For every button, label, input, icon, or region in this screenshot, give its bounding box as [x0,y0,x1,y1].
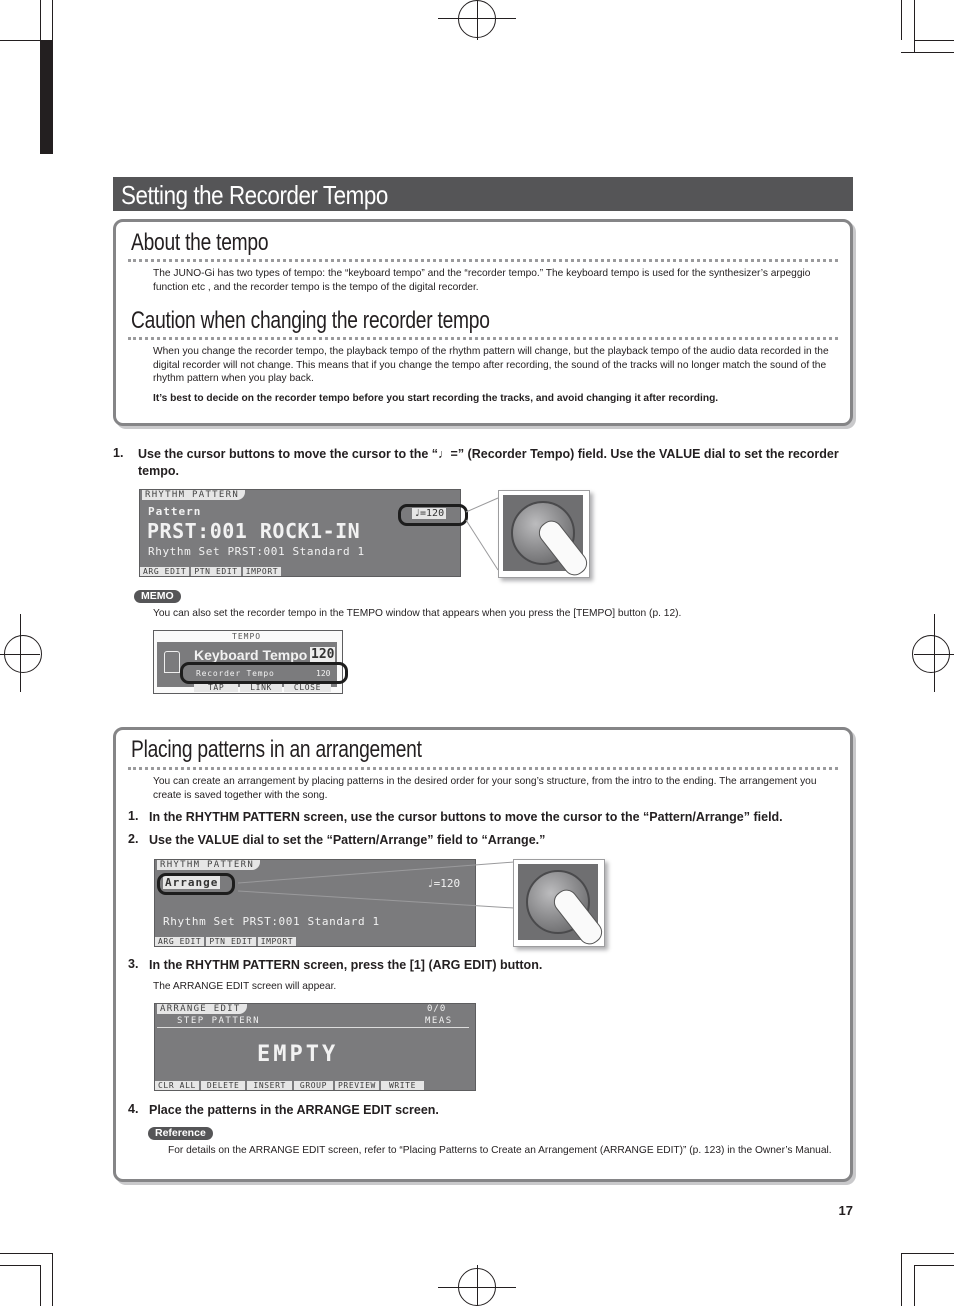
reference-text: For details on the ARRANGE EDIT screen, refer to “Placing Patterns to Create an Arrangement (ARRANGE EDIT)” (p. 123) in the Owner’s Manual. [168,1145,832,1156]
arrange-edit-screen [154,1003,476,1091]
keyboard-tempo-value: 120 [311,647,335,662]
step-number: 3. [128,957,139,971]
tab-ptn-edit: PTN EDIT [206,937,255,946]
tempo-window-tabs [194,683,333,692]
function-tabs [140,567,283,576]
tab-arg-edit: ARG EDIT [140,567,189,576]
divider [128,337,838,340]
divider [128,767,838,770]
page-number: 17 [838,1203,853,1218]
step-note: The ARRANGE EDIT screen will appear. [153,981,337,992]
callout-lines [460,490,500,590]
tab-link: LINK [240,683,282,692]
arrange-heading: Placing patterns in an arrangement [131,736,422,763]
rhythm-pattern-screen [139,489,461,577]
about-body: The JUNO-Gi has two types of tempo: the “keyboard tempo” and the “recorder tempo.” The keyboard tempo is used for the synthesizer’s arpeggio function etc , and the recorder tempo is the tempo of the digital recorder. [153,268,811,293]
rhythm-set-line: Rhythm Set PRST:001 Standard 1 [163,915,380,928]
arrange-body: You can create an arrangement by placing patterns in the desired order for your song’s structure, from the intro to the ending. The arrangement you create is saved together with the song. [153,776,817,801]
tab-delete: DELETE [201,1081,246,1090]
highlight-ring [398,504,468,526]
chapter-tab [40,40,53,154]
tab-import: IMPORT [258,937,297,946]
callout-lines [236,858,516,918]
section-title: Setting the Recorder Tempo [121,180,388,210]
memo-text: You can also set the recorder tempo in the TEMPO window that appears when you press the [TEMPO] button (p. 12). [153,608,682,619]
tab-import: IMPORT [243,567,282,576]
screen-header: RHYTHM PATTERN [157,860,260,870]
divider [128,259,838,262]
memo-badge: MEMO [134,590,181,603]
pattern-name: PRST:001 ROCK1-IN [147,519,361,543]
caution-body: When you change the recorder tempo, the playback tempo of the rhythm pattern will change, but the playback tempo of the audio data recorded in the digital recorder will not change. This means that if you change the tempo after recording, the sound of the tracks will no longer match the sound of the rhythm pattern when you play back. [153,346,829,384]
step-text: In the RHYTHM PATTERN screen, press the [1] (ARG EDIT) button. [149,958,543,972]
arrange-field: Arrange [165,876,219,889]
tab-close: CLOSE [284,683,331,692]
step-text: Use the VALUE dial to set the “Pattern/Arrange” field to “Arrange.” [149,833,546,847]
tab-write: WRITE [381,1081,424,1090]
function-tabs [155,937,298,946]
section-title-bar [113,177,853,211]
recorder-tempo-value: 120 [316,669,331,678]
tempo-window-title: TEMPO [232,632,262,641]
tab-tap: TAP [194,683,238,692]
keyboard-tempo-label: Keyboard Tempo [194,647,308,663]
function-tabs [155,1081,426,1090]
caution-heading: Caution when changing the recorder tempo [131,307,490,334]
step-number: 1. [128,809,139,823]
value-dial-illustration [498,490,590,578]
step-text: Place the patterns in the ARRANGE EDIT screen. [149,1103,439,1117]
step-number: 4. [128,1102,139,1116]
value-dial-illustration [513,859,605,947]
tab-preview: PREVIEW [335,1081,379,1090]
empty-label: EMPTY [257,1042,339,1067]
tab-group: GROUP [294,1081,333,1090]
step-number: 1. [113,446,124,460]
step-pattern-label: STEP PATTERN [177,1016,261,1026]
tab-clr-all: CLR ALL [155,1081,199,1090]
screen-header: ARRANGE EDIT [157,1004,247,1014]
recorder-tempo-field: ♩=120 [414,508,445,519]
rhythm-set-line: Rhythm Set PRST:001 Standard 1 [148,545,365,558]
recorder-tempo-label: Recorder Tempo [196,669,275,678]
step-text: Use the cursor buttons to move the cursor to the “♩=” (Recorder Tempo) field. Use the VALUE dial to set the recorder tempo. [138,447,839,478]
meas-label: MEAS [425,1016,453,1026]
highlight-ring [180,662,348,684]
about-heading: About the tempo [131,229,269,256]
tab-ptn-edit: PTN EDIT [191,567,240,576]
tab-insert: INSERT [247,1081,292,1090]
step-number: 2. [128,832,139,846]
highlight-ring [157,873,235,895]
measure-count: 0/0 [427,1004,447,1014]
reference-badge: Reference [148,1127,213,1140]
screen-header: RHYTHM PATTERN [142,490,245,500]
pattern-label: Pattern [148,505,202,518]
metronome-icon [164,651,180,673]
tab-arg-edit: ARG EDIT [155,937,204,946]
caution-bold-note: It’s best to decide on the recorder tempo before you start recording the tracks, and avoid changing it after recording. [153,393,719,404]
recorder-tempo-field: ♩=120 [427,877,461,890]
step-text: In the RHYTHM PATTERN screen, use the cursor buttons to move the cursor to the “Pattern/Arrange” field. [149,810,783,824]
